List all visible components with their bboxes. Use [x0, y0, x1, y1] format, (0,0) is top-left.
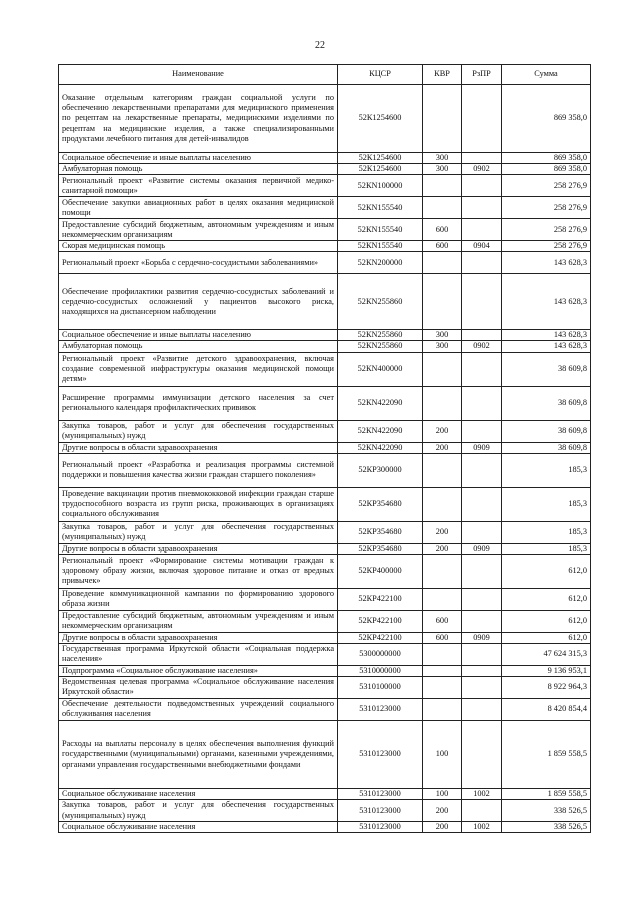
- row-name: Региональный проект «Борьба с сердечно-сосудистыми заболеваниями»: [59, 252, 338, 274]
- row-rzpr: 1002: [462, 788, 502, 799]
- table-row: [59, 274, 591, 330]
- row-kcsr: 52КР400000: [338, 554, 423, 588]
- row-rzpr: [462, 153, 502, 164]
- row-rzpr: 0909: [462, 543, 502, 554]
- row-kvr: 300: [423, 341, 462, 352]
- row-name: Проведение коммуникационной кампании по формированию здорового образа жизни: [59, 588, 338, 610]
- table-row: [59, 588, 591, 610]
- row-kcsr: 52КN200000: [338, 252, 423, 274]
- row-kcsr: 52КN255860: [338, 274, 423, 330]
- table-row: [59, 554, 591, 588]
- row-kcsr: 52КN100000: [338, 175, 423, 197]
- row-sum: 612,0: [502, 632, 591, 643]
- row-name: Расширение программы иммунизации детского населения за счет регионального календаря профилактических прививок: [59, 386, 338, 420]
- row-sum: 258 276,9: [502, 241, 591, 252]
- row-kcsr: 52К1254600: [338, 164, 423, 175]
- row-kcsr: 52КN255860: [338, 341, 423, 352]
- row-kcsr: 52КN422090: [338, 386, 423, 420]
- row-name: Предоставление субсидий бюджетным, автономным учреждениям и иным некоммерческим организациям: [59, 219, 338, 241]
- table-row: [59, 420, 591, 442]
- row-kvr: [423, 453, 462, 487]
- row-sum: 869 358,0: [502, 164, 591, 175]
- row-name: Амбулаторная помощь: [59, 341, 338, 352]
- row-sum: 38 609,8: [502, 420, 591, 442]
- row-name: Другие вопросы в области здравоохранения: [59, 442, 338, 453]
- row-rzpr: [462, 588, 502, 610]
- row-kcsr: 52КР422100: [338, 588, 423, 610]
- row-name: Региональный проект «Развитие системы оказания первичной медико-санитарной помощи»: [59, 175, 338, 197]
- row-kvr: 200: [423, 521, 462, 543]
- row-kvr: [423, 352, 462, 386]
- row-kcsr: 52КР422100: [338, 610, 423, 632]
- row-rzpr: [462, 252, 502, 274]
- row-kvr: 200: [423, 442, 462, 453]
- row-kvr: [423, 588, 462, 610]
- row-kcsr: 5310123000: [338, 788, 423, 799]
- row-name: Региональный проект «Разработка и реализация программы системной поддержки и повышения качества жизни граждан старшего поколения»: [59, 453, 338, 487]
- row-kvr: 600: [423, 610, 462, 632]
- row-kcsr: 5310123000: [338, 822, 423, 833]
- table-row: [59, 386, 591, 420]
- row-kcsr: 52КN155540: [338, 219, 423, 241]
- row-kvr: [423, 85, 462, 153]
- row-sum: 612,0: [502, 588, 591, 610]
- row-rzpr: 0904: [462, 241, 502, 252]
- row-kvr: [423, 197, 462, 219]
- header-rzpr: РзПР: [462, 65, 502, 85]
- row-kvr: 600: [423, 241, 462, 252]
- row-sum: 258 276,9: [502, 197, 591, 219]
- table-row: [59, 197, 591, 219]
- row-kvr: 600: [423, 632, 462, 643]
- row-rzpr: [462, 453, 502, 487]
- row-kvr: 300: [423, 153, 462, 164]
- row-rzpr: [462, 386, 502, 420]
- row-kcsr: 5300000000: [338, 643, 423, 665]
- table-row: [59, 543, 591, 554]
- row-rzpr: [462, 643, 502, 665]
- row-name: Закупка товаров, работ и услуг для обеспечения государственных (муниципальных) нужд: [59, 420, 338, 442]
- header-kcsr: КЦСР: [338, 65, 423, 85]
- row-sum: 38 609,8: [502, 442, 591, 453]
- row-kvr: [423, 665, 462, 676]
- table-row: [59, 610, 591, 632]
- table-row: [59, 252, 591, 274]
- table-row: [59, 85, 591, 153]
- row-rzpr: [462, 274, 502, 330]
- table-row: [59, 487, 591, 521]
- row-sum: 185,3: [502, 521, 591, 543]
- row-name: Региональный проект «Формирование системы мотивации граждан к здоровому образу жизни, включая здоровое питание и отказ от вредных привычек»: [59, 554, 338, 588]
- row-rzpr: [462, 85, 502, 153]
- row-sum: 8 922 964,3: [502, 676, 591, 698]
- row-name: Государственная программа Иркутской области «Социальная поддержка населения»: [59, 643, 338, 665]
- row-rzpr: 0909: [462, 442, 502, 453]
- row-kcsr: 52КN422090: [338, 442, 423, 453]
- table-row: [59, 330, 591, 341]
- table-row: [59, 153, 591, 164]
- row-sum: 143 628,3: [502, 341, 591, 352]
- table-row: [59, 164, 591, 175]
- row-kcsr: 52К1254600: [338, 85, 423, 153]
- row-sum: 143 628,3: [502, 274, 591, 330]
- row-kvr: 200: [423, 543, 462, 554]
- page-number: 22: [315, 40, 325, 51]
- row-name: Другие вопросы в области здравоохранения: [59, 632, 338, 643]
- row-kcsr: 52КР300000: [338, 453, 423, 487]
- row-rzpr: [462, 800, 502, 822]
- row-kcsr: 52КN155540: [338, 241, 423, 252]
- table-row: [59, 241, 591, 252]
- row-rzpr: [462, 487, 502, 521]
- row-kvr: [423, 175, 462, 197]
- row-name: Амбулаторная помощь: [59, 164, 338, 175]
- row-rzpr: [462, 554, 502, 588]
- table-row: [59, 632, 591, 643]
- row-rzpr: [462, 420, 502, 442]
- row-rzpr: [462, 197, 502, 219]
- row-name: Предоставление субсидий бюджетным, автономным учреждениям и иным некоммерческим организациям: [59, 610, 338, 632]
- row-name: Закупка товаров, работ и услуг для обеспечения государственных (муниципальных) нужд: [59, 800, 338, 822]
- table-row: [59, 341, 591, 352]
- row-sum: 258 276,9: [502, 175, 591, 197]
- row-name: Региональный проект «Развитие детского здравоохранения, включая создание современной инфраструктуры оказания медицинской помощи детям»: [59, 352, 338, 386]
- row-sum: 258 276,9: [502, 219, 591, 241]
- table-row: [59, 665, 591, 676]
- row-sum: 185,3: [502, 543, 591, 554]
- row-sum: 9 136 953,1: [502, 665, 591, 676]
- row-kvr: 300: [423, 330, 462, 341]
- row-kvr: 200: [423, 800, 462, 822]
- header-kvr: КВР: [423, 65, 462, 85]
- row-sum: 338 526,5: [502, 822, 591, 833]
- row-name: Социальное обслуживание населения: [59, 822, 338, 833]
- row-sum: 869 358,0: [502, 85, 591, 153]
- row-kvr: [423, 643, 462, 665]
- row-sum: 185,3: [502, 487, 591, 521]
- row-kcsr: 52КN155540: [338, 197, 423, 219]
- row-name: Подпрограмма «Социальное обслуживание населения»: [59, 665, 338, 676]
- row-rzpr: 0902: [462, 164, 502, 175]
- row-sum: 185,3: [502, 453, 591, 487]
- table-row: [59, 521, 591, 543]
- row-rzpr: 1002: [462, 822, 502, 833]
- table-row: [59, 698, 591, 720]
- row-sum: 38 609,8: [502, 386, 591, 420]
- row-kcsr: 5310123000: [338, 720, 423, 788]
- row-name: Обеспечение деятельности подведомственных учреждений социального обслуживания населения: [59, 698, 338, 720]
- row-kvr: [423, 274, 462, 330]
- row-rzpr: 0902: [462, 341, 502, 352]
- row-kcsr: 52КР354680: [338, 487, 423, 521]
- table-row: [59, 788, 591, 799]
- row-sum: 47 624 315,3: [502, 643, 591, 665]
- row-kvr: 100: [423, 788, 462, 799]
- row-kvr: 600: [423, 219, 462, 241]
- table-row: [59, 676, 591, 698]
- row-name: Другие вопросы в области здравоохранения: [59, 543, 338, 554]
- table-row: [59, 175, 591, 197]
- row-name: Социальное обеспечение и иные выплаты населению: [59, 153, 338, 164]
- table-header-row: [59, 65, 591, 85]
- table-row: [59, 453, 591, 487]
- row-rzpr: [462, 175, 502, 197]
- row-sum: 143 628,3: [502, 330, 591, 341]
- row-kcsr: 52К1254600: [338, 153, 423, 164]
- row-rzpr: [462, 676, 502, 698]
- row-rzpr: [462, 219, 502, 241]
- table-row: [59, 720, 591, 788]
- row-rzpr: 0909: [462, 632, 502, 643]
- row-rzpr: [462, 521, 502, 543]
- row-kvr: [423, 554, 462, 588]
- row-rzpr: [462, 330, 502, 341]
- row-name: Скорая медицинская помощь: [59, 241, 338, 252]
- row-name: Проведение вакцинации против пневмококковой инфекции граждан старше трудоспособного возраста из групп риска, проживающих в организациях социального обслуживания: [59, 487, 338, 521]
- row-name: Социальное обеспечение и иные выплаты населению: [59, 330, 338, 341]
- row-name: Обеспечение закупки авиационных работ в целях оказания медицинской помощи: [59, 197, 338, 219]
- row-kvr: [423, 252, 462, 274]
- row-sum: 612,0: [502, 610, 591, 632]
- row-kcsr: 52КР354680: [338, 543, 423, 554]
- header-name: Наименование: [59, 65, 338, 85]
- header-sum: Сумма: [502, 65, 591, 85]
- budget-table: [58, 64, 591, 833]
- row-sum: 143 628,3: [502, 252, 591, 274]
- row-kvr: [423, 386, 462, 420]
- table-body: [59, 85, 591, 833]
- row-rzpr: [462, 352, 502, 386]
- row-name: Ведомственная целевая программа «Социальное обслуживание населения Иркутской области»: [59, 676, 338, 698]
- row-kcsr: 5310100000: [338, 676, 423, 698]
- row-kvr: 300: [423, 164, 462, 175]
- row-name: Оказание отдельным категориям граждан социальной услуги по обеспечению лекарственными препаратами для медицинского применения по рецептам на лекарственные препараты, медицинскими изделиями по рецептам на медицинские изделия, а также специализированными продуктами лечебного питания для детей-инвалидов: [59, 85, 338, 153]
- table-row: [59, 219, 591, 241]
- row-kvr: [423, 676, 462, 698]
- row-kvr: 200: [423, 420, 462, 442]
- row-rzpr: [462, 698, 502, 720]
- row-kcsr: 52КN400000: [338, 352, 423, 386]
- row-name: Социальное обслуживание населения: [59, 788, 338, 799]
- row-rzpr: [462, 665, 502, 676]
- row-rzpr: [462, 610, 502, 632]
- row-kvr: 200: [423, 822, 462, 833]
- row-sum: 1 859 558,5: [502, 788, 591, 799]
- row-sum: 612,0: [502, 554, 591, 588]
- row-name: Расходы на выплаты персоналу в целях обеспечения выполнения функций государственными (муниципальными) органами, казенными учреждениями, органами управления государственными внебюджетными фондами: [59, 720, 338, 788]
- table-row: [59, 442, 591, 453]
- row-sum: 1 859 558,5: [502, 720, 591, 788]
- table-row: [59, 643, 591, 665]
- row-sum: 338 526,5: [502, 800, 591, 822]
- row-sum: 8 420 854,4: [502, 698, 591, 720]
- row-kvr: [423, 487, 462, 521]
- row-sum: 38 609,8: [502, 352, 591, 386]
- row-kcsr: 5310123000: [338, 800, 423, 822]
- row-kcsr: 52КР354680: [338, 521, 423, 543]
- table-row: [59, 352, 591, 386]
- table-row: [59, 822, 591, 833]
- row-kcsr: 52КN255860: [338, 330, 423, 341]
- row-kcsr: 52КN422090: [338, 420, 423, 442]
- row-name: Обеспечение профилактики развития сердечно-сосудистых заболеваний и сердечно-сосудистых осложнений у пациентов высокого риска, находящихся на диспансерном наблюдении: [59, 274, 338, 330]
- row-rzpr: [462, 720, 502, 788]
- row-kcsr: 52КР422100: [338, 632, 423, 643]
- row-sum: 869 358,0: [502, 153, 591, 164]
- row-kvr: 100: [423, 720, 462, 788]
- row-kcsr: 5310000000: [338, 665, 423, 676]
- table-row: [59, 800, 591, 822]
- row-name: Закупка товаров, работ и услуг для обеспечения государственных (муниципальных) нужд: [59, 521, 338, 543]
- row-kvr: [423, 698, 462, 720]
- row-kcsr: 5310123000: [338, 698, 423, 720]
